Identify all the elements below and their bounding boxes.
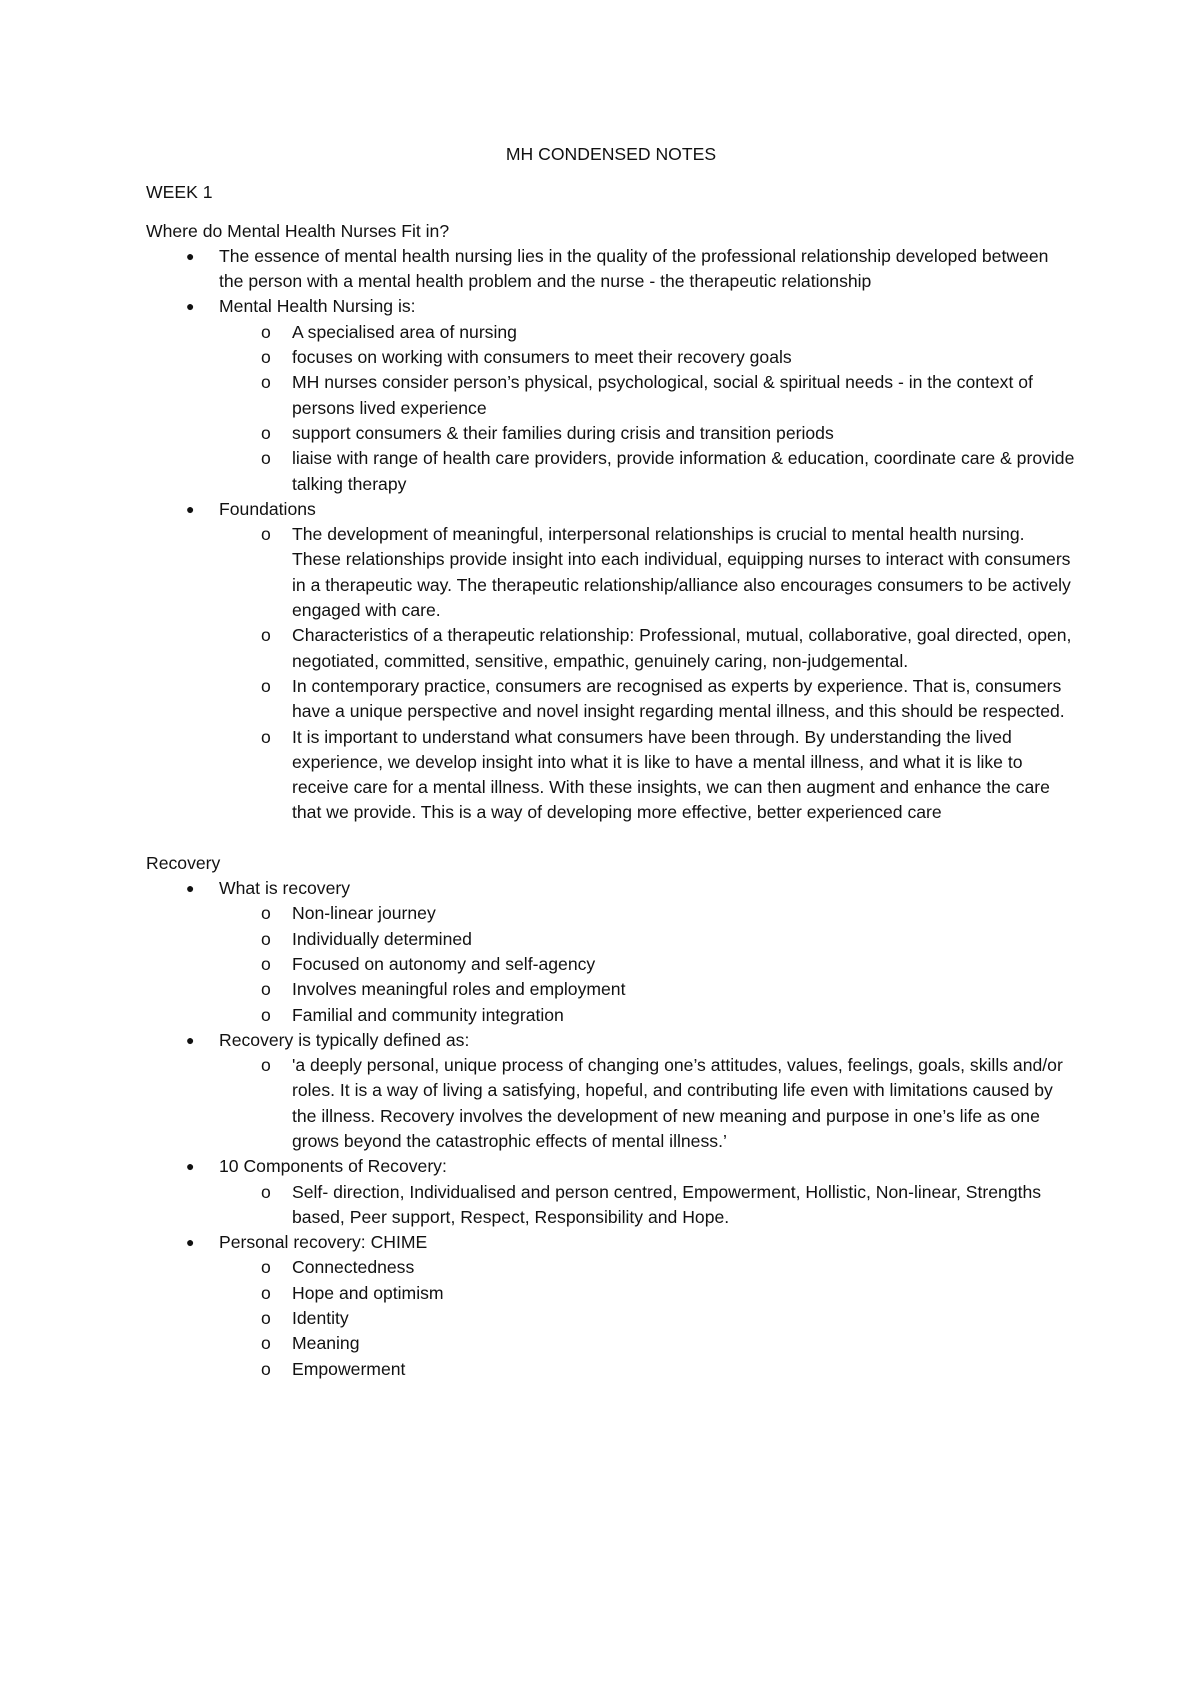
- sub-list-item: [219, 446, 1076, 497]
- sub-list-item-text: 'a deeply personal, unique process of changing one’s attitudes, values, feelings, goals, skills and/or roles. It is a way of living a satisfying, hopeful, and contributing life even with limitations caused by the illness. Recovery involves the development of new meaning and purpose in one’s life as one grows beyond the catastrophic effects of mental illness.’: [292, 1055, 1063, 1151]
- sub-list-item-text: Involves meaningful roles and employment: [292, 979, 626, 1000]
- list-item-text: What is recovery: [219, 878, 351, 899]
- bullet-list: [146, 876, 1076, 1382]
- list-item-text: Foundations: [219, 498, 316, 519]
- circle-bullet-icon: o: [261, 675, 271, 696]
- bullet-icon: ●: [186, 247, 195, 264]
- bullet-icon: ●: [186, 1031, 195, 1048]
- sub-list-item-text: MH nurses consider person’s physical, psychological, social & spiritual needs - in the context of persons lived experience: [292, 372, 1033, 418]
- list-item-text: The essence of mental health nursing lies in the quality of the professional relationship developed between the person with a mental health problem and the nurse - the therapeutic relationship: [219, 245, 1049, 292]
- sub-list: [219, 1255, 1076, 1381]
- list-item: [146, 1154, 1076, 1230]
- sub-list: [219, 320, 1076, 497]
- circle-bullet-icon: o: [261, 1004, 271, 1025]
- sub-list-item-text: Hope and optimism: [292, 1282, 444, 1303]
- bullet-icon: ●: [186, 1234, 195, 1251]
- sub-list-item: [219, 320, 1076, 345]
- circle-bullet-icon: o: [261, 953, 271, 974]
- bullet-icon: ●: [186, 880, 195, 897]
- sub-list-item-text: liaise with range of health care providers, provide information & education, coordinate care & provide talking therapy: [292, 448, 1075, 494]
- sub-list-item-text: In contemporary practice, consumers are recognised as experts by experience. That is, consumers have a unique perspective and novel insight regarding mental illness, and this should be respected.: [292, 675, 1065, 722]
- circle-bullet-icon: o: [261, 347, 271, 368]
- sub-list-item-text: Familial and community integration: [292, 1004, 564, 1025]
- circle-bullet-icon: o: [261, 903, 271, 924]
- section-where-do-mh-nurses-fit: [146, 219, 1076, 826]
- sub-list-item: [219, 1281, 1076, 1306]
- sub-list-item-text: Focused on autonomy and self-agency: [292, 953, 596, 974]
- circle-bullet-icon: o: [261, 928, 271, 949]
- sub-list-item: [219, 421, 1076, 446]
- list-item: [146, 497, 1076, 826]
- sub-list-item-text: It is important to understand what consumers have been through. By understanding the lived experience, we develop insight into what it is like to have a mental illness, and what it is like to receive care for a mental illness. With these insights, we can then augment and enhance the care that we provide. This is a way of developing more effective, better experienced care: [292, 726, 1050, 823]
- section-heading: Where do Mental Health Nurses Fit in?: [146, 220, 450, 241]
- sub-list-item-text: Individually determined: [292, 928, 472, 949]
- circle-bullet-icon: o: [261, 1308, 271, 1329]
- sub-list-item: [219, 345, 1076, 370]
- sub-list-item-text: Empowerment: [292, 1358, 406, 1379]
- sub-list-item: [219, 901, 1076, 926]
- sub-list-item-text: Connectedness: [292, 1257, 415, 1278]
- document-title: MH CONDENSED NOTES: [505, 144, 717, 164]
- sub-list-item-text: The development of meaningful, interpersonal relationships is crucial to mental health nursing. These relationships provide insight into each individual, equipping nurses to interact with consumers in a therapeutic way. The therapeutic relationship/alliance also encourages consumers to be actively engaged with care.: [292, 524, 1071, 621]
- bullet-icon: ●: [186, 1158, 195, 1175]
- sub-list-item-text: Characteristics of a therapeutic relationship: Professional, mutual, collaborative, goal directed, open, negotiated, committed, sensitive, empathic, genuinely caring, non-judgemental.: [292, 625, 1072, 671]
- sub-list-item: [219, 952, 1076, 977]
- sub-list: [219, 901, 1076, 1027]
- circle-bullet-icon: o: [261, 1282, 271, 1303]
- sub-list-item-text: focuses on working with consumers to meet their recovery goals: [292, 347, 792, 368]
- sub-list-item-text: Self- direction, Individualised and person centred, Empowerment, Hollistic, Non-linear, Strengths based, Peer support, Respect, Responsibility and Hope.: [292, 1181, 1042, 1227]
- sub-list-item: [219, 977, 1076, 1002]
- circle-bullet-icon: o: [261, 448, 271, 469]
- sub-list-item: [219, 1053, 1076, 1154]
- sub-list-item: [219, 725, 1076, 826]
- sub-list-item: [219, 522, 1076, 623]
- week-label: WEEK 1: [146, 182, 213, 203]
- sub-list-item: [219, 370, 1076, 421]
- list-item-text: Recovery is typically defined as:: [219, 1029, 470, 1050]
- list-item: [146, 1230, 1076, 1382]
- list-item: [146, 294, 1076, 496]
- circle-bullet-icon: o: [261, 979, 271, 1000]
- document-body: [146, 142, 1076, 1382]
- sub-list-item: [219, 927, 1076, 952]
- circle-bullet-icon: o: [261, 1257, 271, 1278]
- sub-list-item-text: Meaning: [292, 1333, 360, 1354]
- list-item: [146, 1028, 1076, 1154]
- section-heading: Recovery: [146, 852, 221, 873]
- sub-list-item: [219, 1357, 1076, 1382]
- sub-list-item: [219, 623, 1076, 674]
- circle-bullet-icon: o: [261, 1181, 271, 1202]
- sub-list-item-text: Non-linear journey: [292, 903, 436, 924]
- circle-bullet-icon: o: [261, 726, 271, 747]
- list-item: [146, 876, 1076, 1028]
- sub-list-item-text: Identity: [292, 1308, 349, 1329]
- sub-list-item-text: support consumers & their families during crisis and transition periods: [292, 422, 834, 443]
- circle-bullet-icon: o: [261, 1333, 271, 1354]
- sub-list-item: [219, 1003, 1076, 1028]
- circle-bullet-icon: o: [261, 372, 271, 393]
- list-item-text: Personal recovery: CHIME: [219, 1232, 428, 1253]
- circle-bullet-icon: o: [261, 1055, 271, 1076]
- circle-bullet-icon: o: [261, 625, 271, 646]
- sub-list-item: [219, 674, 1076, 725]
- sub-list-item: [219, 1180, 1076, 1231]
- sub-list: [219, 1180, 1076, 1231]
- sub-list-item-text: A specialised area of nursing: [292, 321, 517, 342]
- sub-list: [219, 522, 1076, 826]
- sub-list-item: [219, 1331, 1076, 1356]
- bullet-icon: ●: [186, 500, 195, 517]
- sub-list-item: [219, 1306, 1076, 1331]
- section-recovery: [146, 851, 1076, 1382]
- circle-bullet-icon: o: [261, 1358, 271, 1379]
- bullet-list: [146, 244, 1076, 826]
- circle-bullet-icon: o: [261, 422, 271, 443]
- circle-bullet-icon: o: [261, 524, 271, 545]
- sub-list-item: [219, 1255, 1076, 1280]
- list-item-text: 10 Components of Recovery:: [219, 1156, 447, 1177]
- list-item-text: Mental Health Nursing is:: [219, 296, 416, 317]
- bullet-icon: ●: [186, 298, 195, 315]
- list-item: [146, 244, 1076, 295]
- section-spacer: [146, 826, 1076, 851]
- sub-list: [219, 1053, 1076, 1154]
- circle-bullet-icon: o: [261, 321, 271, 342]
